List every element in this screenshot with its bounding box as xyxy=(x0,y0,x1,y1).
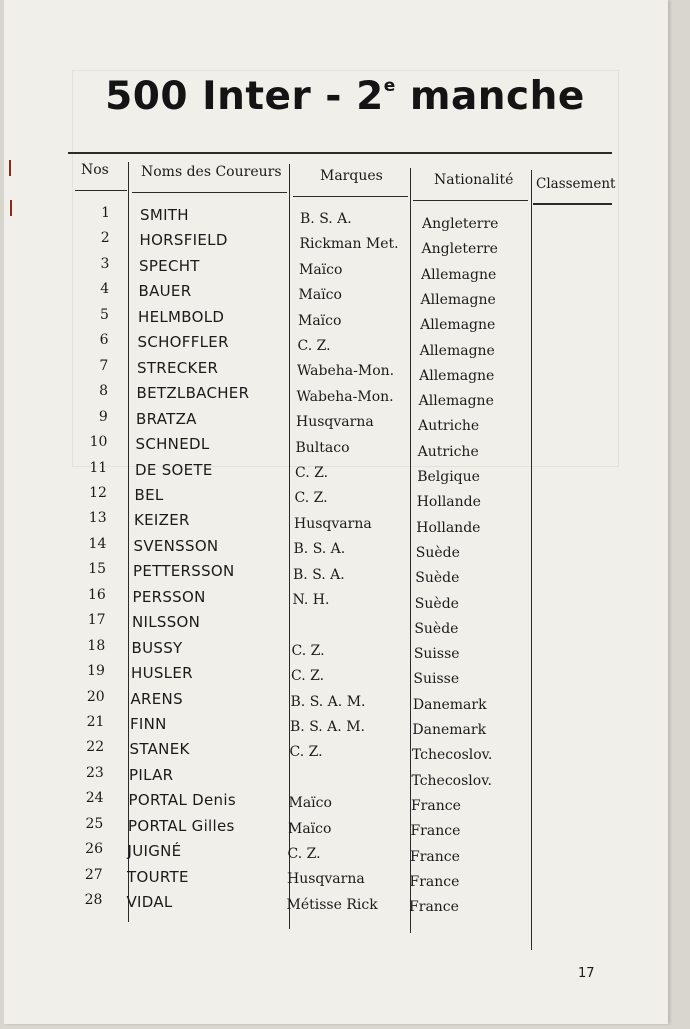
rider-name: STRECKER xyxy=(137,358,219,377)
motorcycle-make: Métisse Rick xyxy=(286,896,378,913)
rider-name: NILSSON xyxy=(132,613,201,632)
rider-name: STANEK xyxy=(129,740,190,759)
rider-name: ARENS xyxy=(130,689,183,708)
rider-nationality: Allemagne xyxy=(420,291,496,308)
motorcycle-make: Wabeha-Mon. xyxy=(297,363,395,380)
motorcycle-make: N. H. xyxy=(292,592,330,608)
motorcycle-make: C. Z. xyxy=(289,744,323,761)
rider-nationality: France xyxy=(410,823,461,840)
rider-nationality: France xyxy=(410,848,460,865)
motorcycle-make: C. Z. xyxy=(294,490,328,507)
motorcycle-make: Husqvarna xyxy=(287,871,365,888)
row-number: 21 xyxy=(86,714,105,730)
rider-nationality: Tchecoslov. xyxy=(411,772,492,789)
rider-nationality: Suède xyxy=(415,570,460,587)
motorcycle-make: Maïco xyxy=(288,820,332,837)
rider-name: SPECHT xyxy=(139,256,200,275)
row-number: 7 xyxy=(99,357,109,374)
rider-nationality: Allemagne xyxy=(418,393,494,410)
row-number: 3 xyxy=(100,255,110,272)
rider-name: BAUER xyxy=(138,282,192,301)
table-top-rule xyxy=(68,152,612,154)
rider-nationality: Danemark xyxy=(412,722,487,738)
rider-nationality: France xyxy=(409,899,459,916)
header-makes: Marques xyxy=(320,168,383,184)
rider-name: KEIZER xyxy=(134,511,190,530)
header-rule-nationality xyxy=(413,200,528,201)
row-number: 18 xyxy=(87,637,106,654)
rider-nationality: Angleterre xyxy=(421,241,498,258)
rider-nationality: Tchecoslov. xyxy=(411,747,493,764)
row-number: 14 xyxy=(88,535,107,552)
row-number: 20 xyxy=(86,688,105,705)
rider-nationality: Hollande xyxy=(416,494,481,511)
header-rule-nos xyxy=(75,190,127,191)
motorcycle-make: C. Z. xyxy=(297,338,331,354)
motorcycle-make: B. S. A. xyxy=(300,211,352,227)
title-round: 2 xyxy=(356,74,384,119)
rider-nationality: Allemagne xyxy=(419,342,495,359)
rider-nationality: Hollande xyxy=(416,519,481,536)
motorcycle-make: B. S. A. xyxy=(293,541,346,558)
row-number: 23 xyxy=(86,764,104,781)
motorcycle-make: Maïco xyxy=(288,795,332,812)
row-number: 11 xyxy=(89,459,108,476)
rider-nationality: Suède xyxy=(415,544,460,561)
header-rule-names xyxy=(132,192,287,193)
title-suffix: manche xyxy=(409,74,585,119)
page-number: 17 xyxy=(578,966,595,981)
rider-name: BETZLBACHER xyxy=(136,384,250,403)
motorcycle-make: B. S. A. M. xyxy=(290,693,366,710)
row-number: 24 xyxy=(85,790,104,807)
title-superscript: e xyxy=(383,76,396,96)
motorcycle-make: B. S. A. M. xyxy=(290,719,365,735)
motorcycle-make: C. Z. xyxy=(291,642,325,659)
rider-name: HORSFIELD xyxy=(139,231,228,250)
rider-nationality: Allemagne xyxy=(420,317,496,334)
row-number: 17 xyxy=(87,612,106,629)
motorcycle-make: Husqvarna xyxy=(294,515,372,532)
rider-name: PETTERSSON xyxy=(133,562,235,581)
rider-name: JUIGNÉ xyxy=(127,842,182,861)
motorcycle-make: Rickman Met. xyxy=(299,236,399,253)
rider-name: TOURTE xyxy=(127,867,189,886)
motorcycle-make: C. Z. xyxy=(287,846,321,862)
row-number: 5 xyxy=(99,306,109,323)
column-divider xyxy=(531,170,532,950)
motorcycle-make: Maïco xyxy=(298,287,342,304)
row-number: 22 xyxy=(86,739,105,756)
rider-nationality: France xyxy=(410,797,461,814)
rider-nationality: Autriche xyxy=(418,418,480,435)
rider-nationality: France xyxy=(409,873,460,890)
motorcycle-make: C. Z. xyxy=(295,465,329,481)
header-rule-ranking xyxy=(533,203,612,205)
rider-name: SCHNEDL xyxy=(135,435,210,454)
row-number: 28 xyxy=(84,892,103,909)
edge-mark xyxy=(10,200,12,216)
row-number: 1 xyxy=(101,205,110,221)
row-number: 4 xyxy=(100,281,110,298)
rider-nationality: Suisse xyxy=(413,646,460,663)
rider-name: BUSSY xyxy=(131,638,183,657)
rider-name: PORTAL Gilles xyxy=(128,816,235,835)
motorcycle-make: Maïco xyxy=(298,312,342,329)
column-divider xyxy=(410,168,411,933)
rider-name: BEL xyxy=(134,485,164,504)
rider-nationality: Autriche xyxy=(417,443,479,460)
rider-name: FINN xyxy=(130,715,167,733)
row-number: 27 xyxy=(84,866,103,883)
motorcycle-make: Maïco xyxy=(299,261,343,278)
header-ranking: Classement xyxy=(536,176,616,192)
row-number: 26 xyxy=(85,841,103,858)
row-number: 16 xyxy=(87,586,106,603)
page-title xyxy=(0,74,690,119)
header-nos: Nos xyxy=(81,162,109,178)
title-separator: - xyxy=(325,74,342,119)
motorcycle-make: Bultaco xyxy=(295,439,350,456)
row-number: 2 xyxy=(100,230,110,247)
motorcycle-make: Husqvarna xyxy=(296,414,374,431)
column-divider xyxy=(289,164,290,929)
title-main: 500 Inter xyxy=(105,74,312,119)
rider-name: SVENSSON xyxy=(133,536,219,555)
rider-nationality: Suède xyxy=(414,620,459,637)
rider-name: DE SOETE xyxy=(135,460,213,479)
rider-name: SMITH xyxy=(140,206,189,224)
rider-nationality: Suède xyxy=(414,595,459,612)
row-number: 15 xyxy=(88,561,107,578)
row-number: 25 xyxy=(85,815,104,832)
row-number: 19 xyxy=(87,663,105,680)
motorcycle-make: C. Z. xyxy=(291,668,325,685)
edge-mark xyxy=(9,160,11,176)
rider-name: VIDAL xyxy=(126,893,173,912)
row-number: 9 xyxy=(98,408,108,425)
motorcycle-make: B. S. A. xyxy=(293,566,345,583)
rider-name: SCHOFFLER xyxy=(137,333,229,352)
rider-nationality: Allemagne xyxy=(421,266,497,283)
header-rule-makes xyxy=(293,196,408,197)
rider-name: PERSSON xyxy=(132,587,206,606)
row-number: 13 xyxy=(88,510,107,527)
rider-name: PORTAL Denis xyxy=(128,791,236,810)
rider-nationality: Allemagne xyxy=(419,367,495,384)
row-number: 12 xyxy=(89,484,107,501)
header-names: Noms des Coureurs xyxy=(141,164,282,180)
rider-nationality: Suisse xyxy=(413,671,460,688)
row-number: 10 xyxy=(89,434,108,451)
header-nationality: Nationalité xyxy=(434,172,514,188)
rider-nationality: Angleterre xyxy=(422,216,499,232)
rider-name: HUSLER xyxy=(131,664,193,683)
rider-name: BRATZA xyxy=(136,409,197,428)
rider-name: HELMBOLD xyxy=(138,307,225,326)
rider-name: PILAR xyxy=(129,765,174,784)
rider-nationality: Belgique xyxy=(417,469,480,485)
rider-nationality: Danemark xyxy=(412,696,487,713)
row-number: 6 xyxy=(99,332,109,349)
row-number: 8 xyxy=(99,383,109,400)
motorcycle-make: Wabeha-Mon. xyxy=(296,388,394,405)
